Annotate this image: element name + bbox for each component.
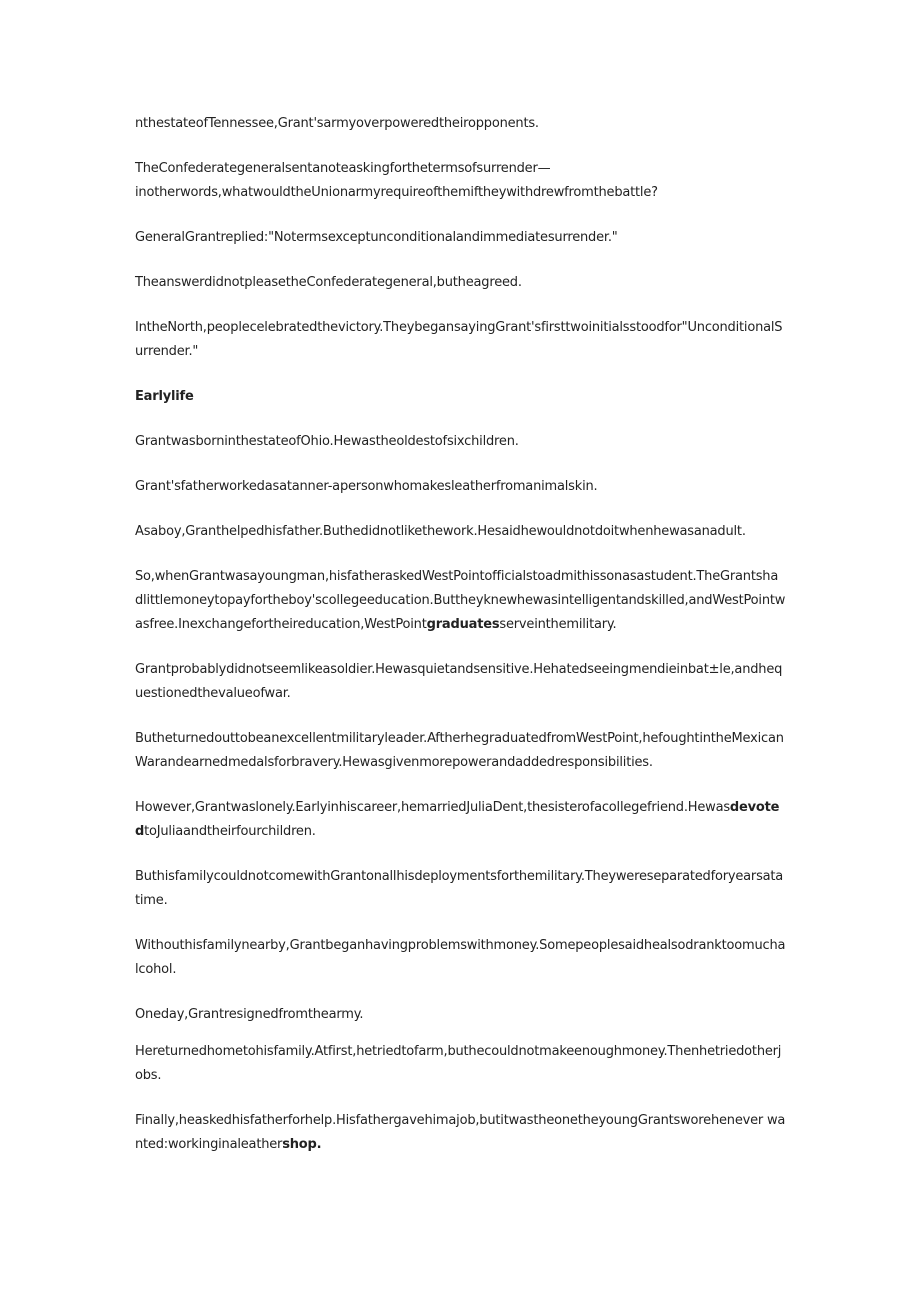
document-page — [135, 112, 786, 1178]
bold-word-shop: shop. — [282, 1137, 322, 1152]
paragraph-9-tail: serveinthemilitary. — [499, 617, 617, 632]
paragraph-9-text: So,whenGrantwasayoungman,hisfatheraskedWestPointofficialstoadmithissonasastudent.TheGrantshadlittlemoneytopayfortheboy'scollegeeducation.Buttheyknewhewasintelligentandskilled,andWestPointwasfree.Inexchangefortheireducation,WestPoint — [135, 569, 786, 632]
paragraph-15: Oneday,Grantresignedfromthearmy. — [135, 1007, 364, 1022]
paragraph-2-line-1: TheConfederategeneralsentanoteaskingforthetermsofsurrender— — [135, 161, 551, 176]
paragraph-9 — [135, 565, 786, 637]
paragraph-10: Grantprobablydidnotseemlikeasoldier.Hewasquietandsensitive.Hehatedseeingmendieinbat±le,andhequestionedthevalueofwar. — [135, 662, 783, 701]
paragraph-8: Asaboy,Granthelpedhisfather.Buthedidnotlikethework.Hesaidhewouldnotdoitwhenhewasanadult. — [135, 524, 746, 539]
bold-word-devoted: devoted — [135, 800, 780, 839]
paragraph-17-text: Finally,heaskedhisfatherforhelp.Hisfathergavehimajob,butitwastheonetheyoungGrantsworehenever wanted:workinginaleather — [135, 1113, 786, 1152]
paragraph-4: TheanswerdidnotpleasetheConfederategeneral,butheagreed. — [135, 275, 522, 290]
bold-word-graduates: graduates — [426, 617, 500, 632]
paragraph-5: IntheNorth,peoplecelebratedthevictory.TheybegansayingGrant'sfirsttwoinitialsstoodfor"UnconditionalSurrender." — [135, 320, 783, 359]
section-heading: Earlylife — [135, 389, 194, 404]
paragraph-7: Grant'sfatherworkedasatanner-apersonwhomakesleatherfromanimalskin. — [135, 479, 598, 494]
paragraph-12-tail: toJuliaandtheirfourchildren. — [144, 824, 316, 839]
paragraph-3: GeneralGrantreplied:"Notermsexceptunconditionalandimmediatesurrender." — [135, 230, 618, 245]
paragraph-17 — [135, 1109, 786, 1157]
paragraph-13: ButhisfamilycouldnotcomewithGrantonallhisdeploymentsforthemilitary.Theywereseparatedforyearsatatime. — [135, 869, 784, 908]
paragraph-12 — [135, 796, 786, 844]
paragraph-1: nthestateofTennessee,Grant'sarmyoverpoweredtheiropponents. — [135, 116, 539, 131]
paragraph-11: Butheturnedouttobeanexcellentmilitaryleader.AftherhegraduatedfromWestPoint,hefoughtintheMexicanWarandearnedmedalsforbravery.Hewasgivenmorepowerandaddedresponsibilities. — [135, 731, 784, 770]
paragraph-2-line-2: inotherwords,whatwouldtheUnionarmyrequireofthemiftheywithdrewfromthebattle? — [135, 185, 658, 200]
paragraph-12-text: However,Grantwaslonely.Earlyinhiscareer,hemarriedJuliaDent,thesisterofacollegefriend.Hewas — [135, 800, 730, 815]
paragraph-6: GrantwasborninthestateofOhio.Hewastheoldestofsixchildren. — [135, 434, 519, 449]
paragraph-2 — [135, 157, 786, 205]
paragraph-14: Withouthisfamilynearby,Grantbeganhavingproblemswithmoney.Somepeoplesaidhealsodranktoomuchalcohol. — [135, 938, 786, 977]
paragraph-16: Hereturnedhometohisfamily.Atfirst,hetriedtofarm,buthecouldnotmakeenoughmoney.Thenhetriedotherjobs. — [135, 1044, 782, 1083]
